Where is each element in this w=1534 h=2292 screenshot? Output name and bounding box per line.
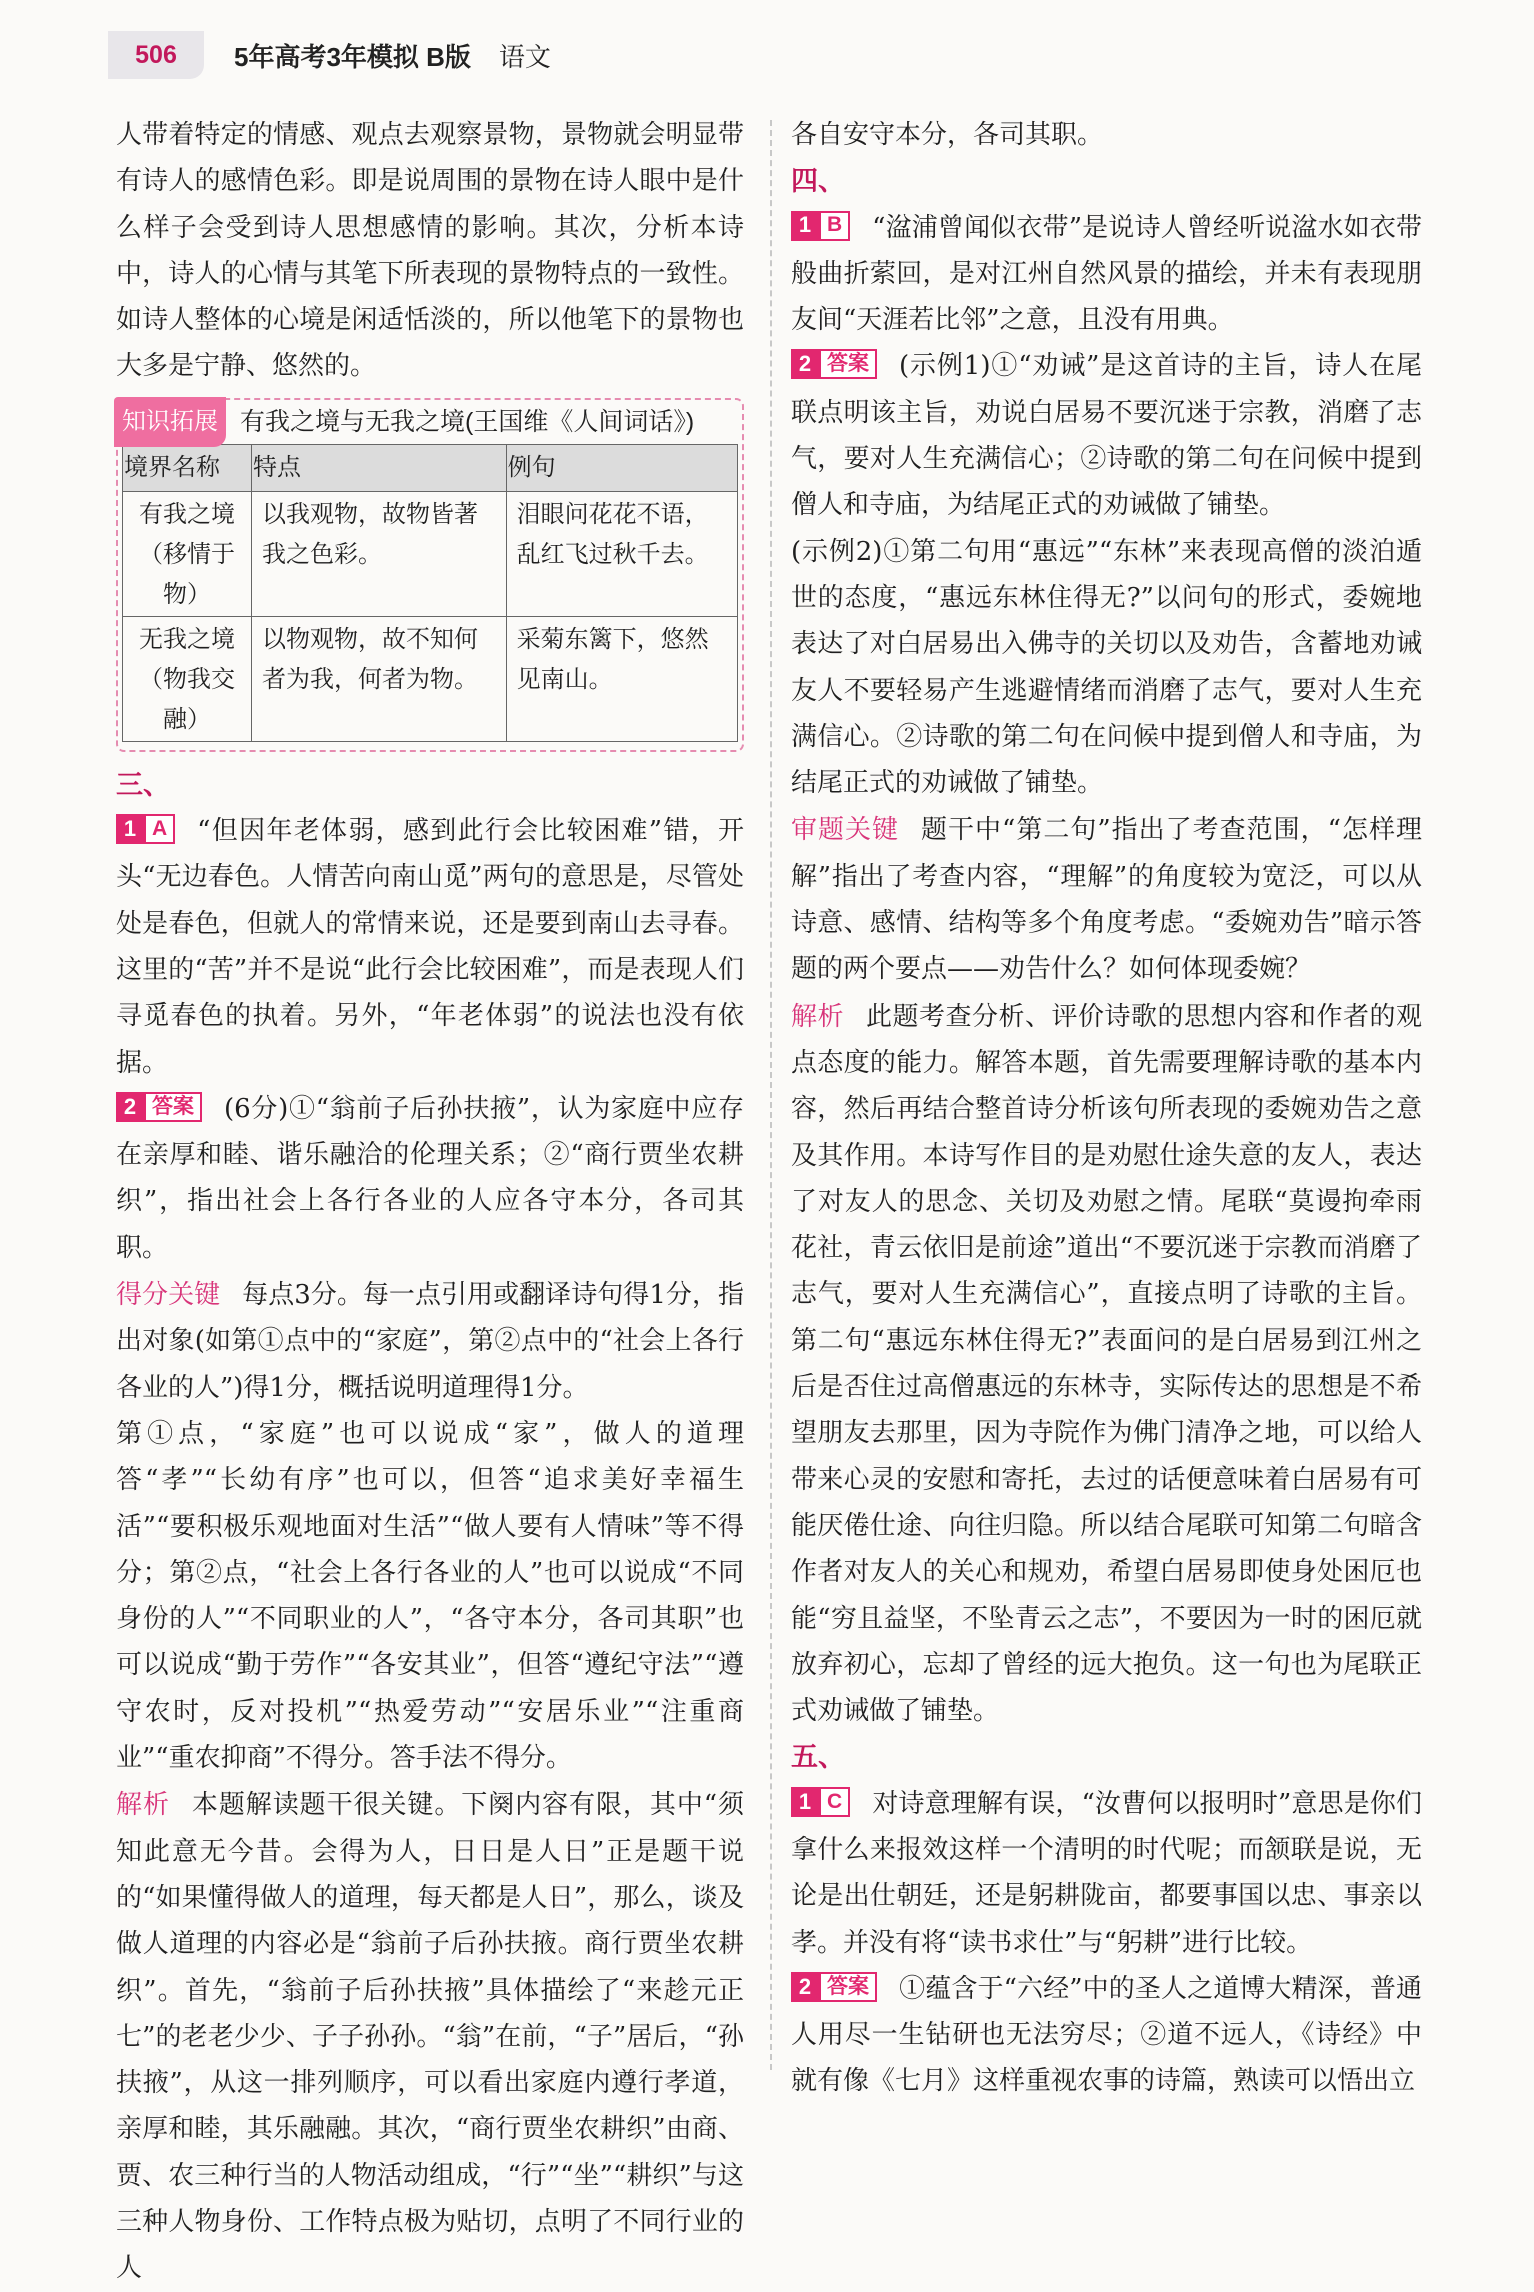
answer-text: (示例1)①“劝诫”是这首诗的主旨，诗人在尾联点明该主旨，劝说白居易不要沉迷于宗教，消磨了志气，要对人生充满信心；②诗歌的第二句在问候中提到僧人和寺庙，为结尾正式的劝诫做了铺垫。 xyxy=(791,351,1422,521)
question-text: “湓浦曾闻似衣带”是说诗人曾经听说湓水如衣带般曲折萦回，是对江州自然风景的描绘，并未有表现朋友间“天涯若比邻”之意，且没有用典。 xyxy=(791,212,1422,336)
key-text: 题干中“第二句”指出了考查范围，“怎样理解”指出了考查内容，“理解”的角度较为宽泛，可以从诗意、感情、结构等多个角度考虑。“委婉劝告”暗示答题的两个要点——劝告什么？如何体现委婉？ xyxy=(791,815,1422,985)
table-row xyxy=(123,491,738,616)
analysis-text: 本题解读题干很关键。下阕内容有限，其中“须知此意无今昔。会得为人，日日是人日”正是题干说的“如果懂得做人的道理，每天都是人日”，那么，谈及做人道理的内容必是“翁前子后孙扶掖。商行贾坐农耕织”。首先，“翁前子后孙扶掖”具体描绘了“来趁元正七”的老老少少、子子孙孙。“翁”在前，“子”居后，“孙扶掖”，从这一排列顺序，可以看出家庭内遵行孝道，亲厚和睦，其乐融融。其次，“商行贾坐农耕织”由商、贾、农三种行当的人物活动组成，“行”“坐”“耕织”与这三种人物身份、工作特点极为贴切，点明了不同行业的人 xyxy=(116,1790,744,2284)
badge-number: 2 xyxy=(791,1972,819,2002)
question-badge xyxy=(791,1972,877,2002)
subject-label: 语文 xyxy=(498,41,551,72)
badge-answer: C xyxy=(819,1787,850,1817)
question-text: 对诗意理解有误，“汝曹何以报明时”意思是你们拿什么来报效这样一个清明的时代呢；而颔联是说，无论是出仕朝廷，还是躬耕陇亩，都要事国以忠、事亲以孝。并没有将“读书求仕”与“躬耕”进行比较。 xyxy=(791,1788,1422,1958)
badge-answer: 答案 xyxy=(819,1972,877,2002)
table-cell: 采菊东篱下，悠然见南山。 xyxy=(506,616,737,741)
question-3-1 xyxy=(116,808,744,1086)
table-cell: 无我之境（物我交融） xyxy=(123,616,252,741)
badge-answer: A xyxy=(144,814,175,844)
answer-text: ①蕴含于“六经”中的圣人之道博大精深，普通人用尽一生钻研也无法穷尽；②道不远人，《诗经》中就有像《七月》这样重视农事的诗篇，熟读可以悟出立 xyxy=(791,1973,1422,2097)
question-4-1 xyxy=(791,205,1422,344)
question-5-1 xyxy=(791,1781,1422,1966)
badge-number: 1 xyxy=(791,211,819,241)
extension-title: 有我之境与无我之境(王国维《人间词话》) xyxy=(240,407,695,436)
analysis-label: 解析 xyxy=(116,1789,170,1820)
badge-answer: 答案 xyxy=(144,1092,202,1122)
question-badge xyxy=(791,211,850,241)
question-badge xyxy=(116,1092,202,1122)
question-4-2 xyxy=(791,343,1422,528)
question-text: “但因年老体弱，感到此行会比较困难”错，开头“无边春色。人情苦向南山觅”两句的意思是，尽管处处是春色，但就人的常情来说，还是要到南山去寻春。这里的“苦”并不是说“此行会比较困难”，而是表现人们寻觅春色的执着。另外，“年老体弱”的说法也没有依据。 xyxy=(116,816,744,1078)
scoring-key xyxy=(116,1271,744,1411)
table-cell: 泪眼问花花不语，乱红飞过秋千去。 xyxy=(506,491,737,616)
analysis-label: 解析 xyxy=(791,1000,844,1031)
table-header: 境界名称 xyxy=(123,444,252,491)
knowledge-extension-box xyxy=(116,398,744,752)
extension-header xyxy=(114,400,738,444)
answer-example-2: (示例2)①第二句用“惠远”“东林”来表现高僧的淡泊遁世的态度，“惠远东林住得无?”以问句的形式，委婉地表达了对白居易出入佛寺的关切以及劝告，含蓄地劝诫友人不要轻易产生逃避情绪而消磨了志气，要对人生充满信心。②诗歌的第二句在问候中提到僧人和寺庙，为结尾正式的劝诫做了铺垫。 xyxy=(791,536,1422,799)
answer-text: (6分)①“翁前子后孙扶掖”，认为家庭中应存在亲厚和睦、谐乐融洽的伦理关系；②“商行贾坐农耕织”，指出社会上各行各业的人应各守本分，各司其职。 xyxy=(116,1093,744,1263)
intro-paragraph: 人带着特定的情感、观点去观察景物，景物就会明显带有诗人的感情色彩。即是说周围的景物在诗人眼中是什么样子会受到诗人思想感情的影响。其次，分析本诗中，诗人的心情与其笔下所表现的景物特点的一致性。如诗人整体的心境是闲适恬淡的，所以他笔下的景物也大多是宁静、悠然的。 xyxy=(116,120,744,382)
analysis-paragraph xyxy=(791,993,1422,1735)
question-3-2 xyxy=(116,1086,744,1271)
page-number: 506 xyxy=(108,31,204,79)
table-cell: 以物观物，故不知何者为我，何者为物。 xyxy=(252,616,507,741)
column-divider xyxy=(770,120,772,2070)
table-header-row xyxy=(123,444,738,491)
right-column xyxy=(791,112,1422,2105)
section-heading-3: 三、 xyxy=(116,769,170,800)
badge-answer: 答案 xyxy=(819,349,877,379)
question-badge xyxy=(791,349,877,379)
badge-number: 2 xyxy=(791,349,819,379)
extension-label: 知识拓展 xyxy=(114,397,226,447)
book-title: 5年高考3年模拟 B版 xyxy=(234,41,471,72)
question-badge xyxy=(791,1787,850,1817)
table-cell: 有我之境（移情于物） xyxy=(123,491,252,616)
key-label: 审题关键 xyxy=(791,814,900,845)
analysis-text: 此题考查分析、评价诗歌的思想内容和作者的观点态度的能力。解答本题，首先需要理解诗歌的基本内容，然后再结合整首诗分析该句所表现的委婉劝告之意及其作用。本诗写作目的是劝慰仕途失意的友人，表达了对友人的思念、关切及劝慰之情。尾联“莫谩拘牵雨花社，青云依旧是前途”道出“不要沉迷于宗教而消磨了志气，要对人生充满信心”，直接点明了诗歌的主旨。第二句“惠远东林住得无?”表面问的是白居易到江州之后是否住过高僧惠远的东林寺，实际传达的思想是不希望朋友去那里，因为寺院作为佛门清净之地，可以给人带来心灵的安慰和寄托，去过的话便意味着白居易有可能厌倦仕途、向往归隐。所以结合尾联可知第二句暗含作者对友人的关心和规劝，希望白居易即使身处困厄也能“穷且益坚，不坠青云之志”，不要因为一时的困厄就放弃初心，忘却了曾经的远大抱负。这一句也为尾联正式劝诫做了铺垫。 xyxy=(791,1001,1422,1727)
badge-answer: B xyxy=(819,211,850,241)
table-cell: 以我观物，故物皆著我之色彩。 xyxy=(252,491,507,616)
badge-number: 1 xyxy=(791,1787,819,1817)
page-header xyxy=(108,30,551,80)
section-heading-4: 四、 xyxy=(791,166,845,197)
badge-number: 1 xyxy=(116,814,144,844)
section-heading-5: 五、 xyxy=(791,1742,845,1773)
table-header: 特点 xyxy=(252,444,507,491)
table-header: 例句 xyxy=(506,444,737,491)
scoring-detail: 第①点，“家庭”也可以说成“家”，做人的道理答“孝”“长幼有序”也可以，但答“追求美好幸福生活”“要积极乐观地面对生活”“做人要有人情味”等不得分；第②点，“社会上各行各业的人”也可以说成“不同身份的人”“不同职业的人”，“各守本分，各司其职”也可以说成“勤于劳作”“各安其业”，但答“遵纪守法”“遵守农时，反对投机”“热爱劳动”“安居乐业”“注重商业”“重农抑商”不得分。答手法不得分。 xyxy=(116,1418,744,1774)
scoring-key-label: 得分关键 xyxy=(116,1279,221,1310)
question-5-2 xyxy=(791,1966,1422,2105)
question-badge xyxy=(116,814,175,844)
scoring-text: 每点3分。每一点引用或翻译诗句得1分，指出对象(如第①点中的“家庭”，第②点中的“社会上各行各业的人”)得1分，概括说明道理得1分。 xyxy=(116,1280,744,1403)
table-row xyxy=(123,616,738,741)
continuation-text: 各自安守本分，各司其职。 xyxy=(791,120,1104,150)
badge-number: 2 xyxy=(116,1092,144,1122)
left-column xyxy=(116,112,744,2292)
realm-table xyxy=(122,444,738,742)
key-paragraph xyxy=(791,806,1422,992)
analysis-paragraph xyxy=(116,1781,744,2291)
